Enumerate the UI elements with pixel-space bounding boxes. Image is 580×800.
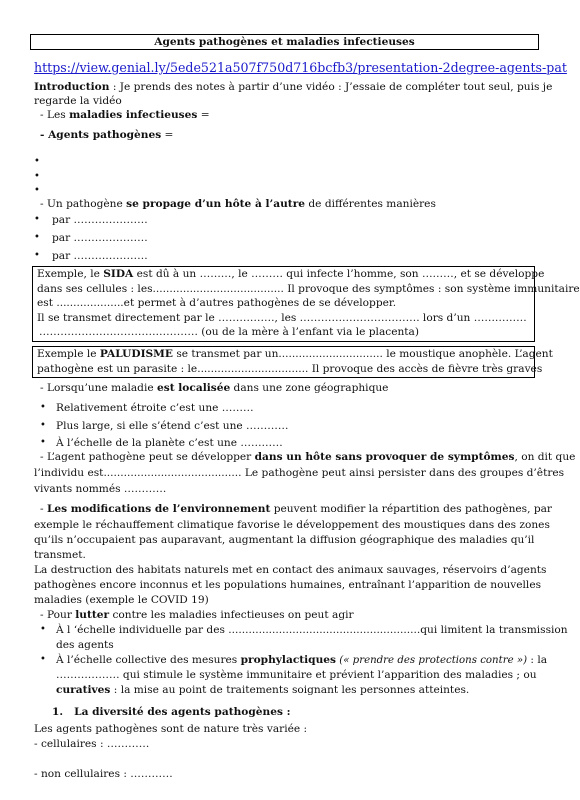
propage-post: de différentes manières [305, 198, 436, 210]
par-item: par ………………… [52, 232, 148, 244]
localisee-bold: est localisée [157, 382, 231, 394]
agents-pathogenes-line [40, 128, 173, 143]
lutter-line [40, 608, 354, 623]
genially-link[interactable]: https://view.genial.ly/5ede521a507f750d716bcfb3/presentation-2degree-agents-pat [34, 60, 567, 75]
cellulaires-line: - cellulaires : ………… [34, 738, 150, 750]
palu-post: se transmet par un............................... le moustique anophèle. L’agent [172, 348, 553, 360]
sida-line-3: est ....................et permet à d’autres pathogènes de se développer. [37, 297, 397, 309]
list-bullet: • [40, 624, 46, 635]
sans-post: , on dit que [514, 451, 576, 463]
maladies-post: = [197, 109, 210, 121]
maladies-infectieuses-line [40, 108, 210, 123]
maladies-pre: - Les [40, 109, 70, 121]
sida-pre: Exemple, le [37, 268, 104, 280]
palu-pre: Exemple le [37, 348, 100, 360]
par-item: par ………………… [52, 214, 148, 226]
palu-bold: PALUDISME [99, 348, 173, 360]
environnement-line-2: exemple le réchauffement climatique favorise le développement des moustiques dans des zones [34, 519, 550, 531]
sida-example-box [32, 266, 580, 342]
intro-line-2: regarde la vidéo [34, 95, 122, 107]
sans-pre: - L’agent pathogène peut se développer [40, 451, 255, 463]
sida-line-2: dans ses cellules : les....................................... Il provoque des symptômes : son système immunitaire [37, 282, 580, 295]
non-cellulaires-line: - non cellulaires : ………… [34, 768, 173, 780]
lutter-pre: - Pour [40, 609, 76, 621]
intro-text: : Je prends des notes à partir d’une vidéo : J’essaie de compléter tout seul, puis je [109, 81, 553, 93]
nature-line: Les agents pathogènes sont de nature très variée : [34, 723, 308, 735]
list-bullet: • [40, 402, 46, 413]
page-title: Agents pathogènes et maladies infectieuses [30, 34, 539, 50]
environnement-line-5: La destruction des habitats naturels met en contact des animaux sauvages, réservoirs d’agents [34, 564, 547, 576]
list-bullet: • [34, 232, 40, 243]
maladies-bold: maladies infectieuses [69, 109, 198, 121]
empty-bullet: • [34, 185, 40, 196]
propage-bold: se propage d’un hôte à l’autre [126, 198, 306, 210]
agents-bold: - Agents pathogènes [40, 129, 162, 141]
section-1-heading [52, 705, 291, 720]
lutter-post: contre les maladies infectieuses on peut agir [109, 609, 354, 621]
lutter-collective-line-1 [56, 653, 547, 669]
section-number: 1. [52, 706, 64, 718]
sida-line-4: Il se transmet directement par le ……………., les ……………………………. lors d’un …………… [37, 311, 527, 324]
lutter-individuelle-line-1: À l ‘échelle individuelle par des .........................................................qui limitent la transmission [56, 624, 568, 636]
environnement-line-1 [40, 502, 552, 517]
localisee-item: Relativement étroite c’est une ……… [56, 402, 254, 414]
palu-line-2: pathogène est un parasite : le................................. Il provoque des accès de fièvre très graves [37, 362, 543, 375]
intro-line [34, 80, 552, 95]
propage-pre: - Un pathogène [40, 198, 127, 210]
sida-bold: SIDA [103, 268, 134, 280]
curatives-bold: curatives [56, 684, 111, 696]
environnement-line-6: pathogènes encore inconnus et les populations humaines, entraînant l’apparition de nouvelles [34, 579, 542, 591]
empty-bullet: • [34, 171, 40, 182]
intro-label: Introduction [34, 81, 110, 93]
lutter-bold: lutter [75, 609, 110, 621]
environnement-line-3: qu’ils n’occupaient pas auparavant, augmentant la diffusion géographique des maladies qu’il [34, 534, 535, 546]
list-bullet: • [34, 214, 40, 225]
sans-bold: dans un hôte sans provoquer de symptômes [254, 451, 515, 463]
collective-post: : la [527, 654, 548, 666]
palu-line-1 [33, 347, 553, 362]
localisee-pre: - Lorsqu’une maladie [40, 382, 157, 394]
localisee-line [40, 381, 388, 396]
sida-line-5: ……………………………………… (ou de la mère à l’enfant via le placenta) [39, 326, 419, 338]
env-pre: - [40, 503, 47, 515]
par-item: par ………………… [52, 250, 148, 262]
propagation-line [40, 197, 436, 212]
sida-post: est dû à un ………, le ……… qui infecte l’homme, son ………, et se développe [133, 268, 545, 280]
lutter-collective-line-3 [56, 683, 469, 698]
list-bullet: • [40, 420, 46, 431]
collective-bold: prophylactiques [240, 654, 336, 666]
collective-pre: À l’échelle collective des mesures [56, 654, 241, 666]
list-bullet: • [34, 250, 40, 261]
lutter-collective-line-2: ……………… qui stimule le système immunitaire et prévient l’apparition des maladies ; ou [56, 669, 537, 681]
env-bold: Les modifications de l’environnement [46, 503, 271, 515]
sida-line-1 [33, 267, 545, 282]
curatives-post: : la mise au point de traitements soignant les personnes atteintes. [110, 684, 470, 696]
sans-symptomes-line-3: vivants nommés ………… [34, 483, 167, 495]
agents-post: = [161, 129, 174, 141]
localisee-post: dans une zone géographique [230, 382, 389, 394]
empty-bullet: • [34, 156, 40, 167]
list-bullet: • [40, 437, 46, 448]
environnement-line-4: transmet. [34, 549, 86, 561]
list-bullet: • [40, 654, 46, 665]
section-title: La diversité des agents pathogènes : [74, 706, 291, 718]
sans-symptomes-line-1 [40, 450, 575, 465]
localisee-item: À l’échelle de la planète c’est une ………… [56, 437, 283, 449]
lutter-individuelle-line-2: des agents [56, 639, 114, 651]
paludisme-example-box [32, 346, 553, 378]
sans-symptomes-line-2: l’individu est......................................... Le pathogène peut ainsi persister dans des groupes d’êtres [34, 467, 565, 479]
collective-italic: (« prendre des protections contre ») [336, 655, 528, 666]
environnement-line-7: maladies (exemple le COVID 19) [34, 594, 209, 606]
env-post: peuvent modifier la répartition des pathogènes, par [270, 503, 552, 515]
localisee-item: Plus large, si elle s’étend c’est une ………… [56, 420, 289, 432]
